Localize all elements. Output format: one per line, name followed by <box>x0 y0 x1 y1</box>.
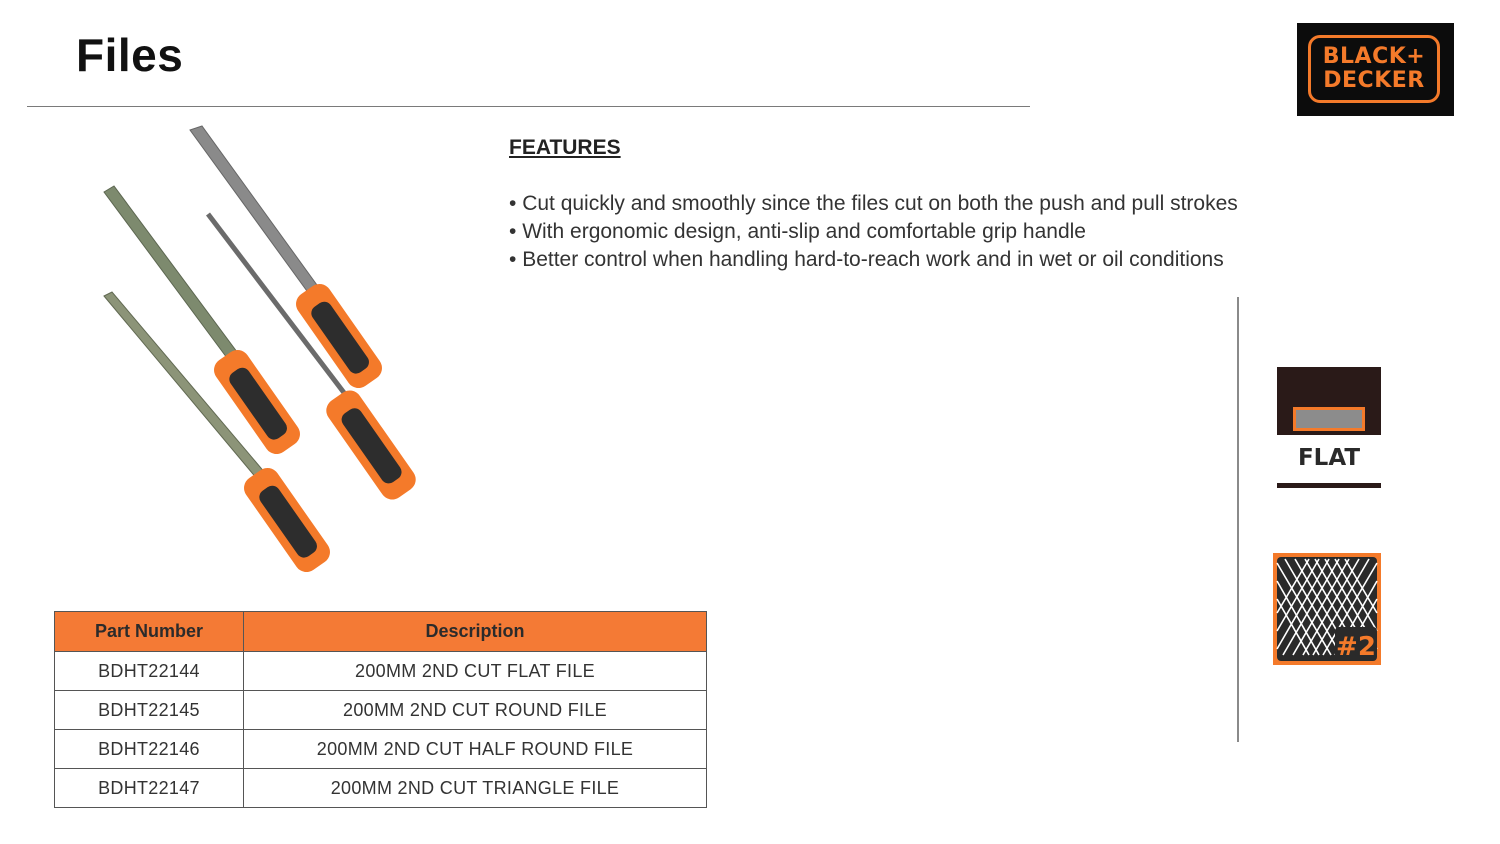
flat-file-illustration <box>190 126 387 393</box>
brand-logo-line2: DECKER <box>1323 68 1425 93</box>
table-row <box>55 691 707 730</box>
column-header-description: Description <box>244 612 707 652</box>
feature-item: • Cut quickly and smoothly since the files cut on both the push and pull strokes <box>509 190 1238 218</box>
parts-table-header-row <box>55 612 707 652</box>
file-type-underline <box>1277 483 1381 488</box>
part-number-cell: BDHT22145 <box>55 691 244 730</box>
second-cut-pattern-icon <box>1273 553 1381 665</box>
feature-item: • With ergonomic design, anti-slip and comfortable grip handle <box>509 218 1238 246</box>
part-number-cell: BDHT22147 <box>55 769 244 808</box>
table-row <box>55 730 707 769</box>
column-header-part-number: Part Number <box>55 612 244 652</box>
flat-file-type-icon <box>1277 367 1381 488</box>
vertical-divider <box>1237 297 1239 742</box>
description-cell: 200MM 2ND CUT TRIANGLE FILE <box>244 769 707 808</box>
flat-file-profile-bar <box>1293 407 1365 431</box>
part-number-cell: BDHT22146 <box>55 730 244 769</box>
file-type-label: FLAT <box>1297 445 1361 471</box>
product-image-files-set <box>90 120 460 590</box>
table-row <box>55 769 707 808</box>
parts-table <box>54 611 707 808</box>
description-cell: 200MM 2ND CUT ROUND FILE <box>244 691 707 730</box>
features-list <box>509 190 1238 274</box>
feature-item: • Better control when handling hard-to-reach work and in wet or oil conditions <box>509 246 1238 274</box>
brand-logo-line1: BLACK+ <box>1322 44 1426 69</box>
description-cell: 200MM 2ND CUT FLAT FILE <box>244 652 707 691</box>
brand-logo <box>1297 23 1454 116</box>
page-title: Files <box>76 29 184 81</box>
description-cell: 200MM 2ND CUT HALF ROUND FILE <box>244 730 707 769</box>
table-row <box>55 652 707 691</box>
brand-logo-frame <box>1308 35 1440 103</box>
part-number-cell: BDHT22144 <box>55 652 244 691</box>
features-heading: FEATURES <box>509 136 621 159</box>
cut-grade-label: #2 <box>1336 632 1376 662</box>
title-divider <box>27 106 1030 107</box>
